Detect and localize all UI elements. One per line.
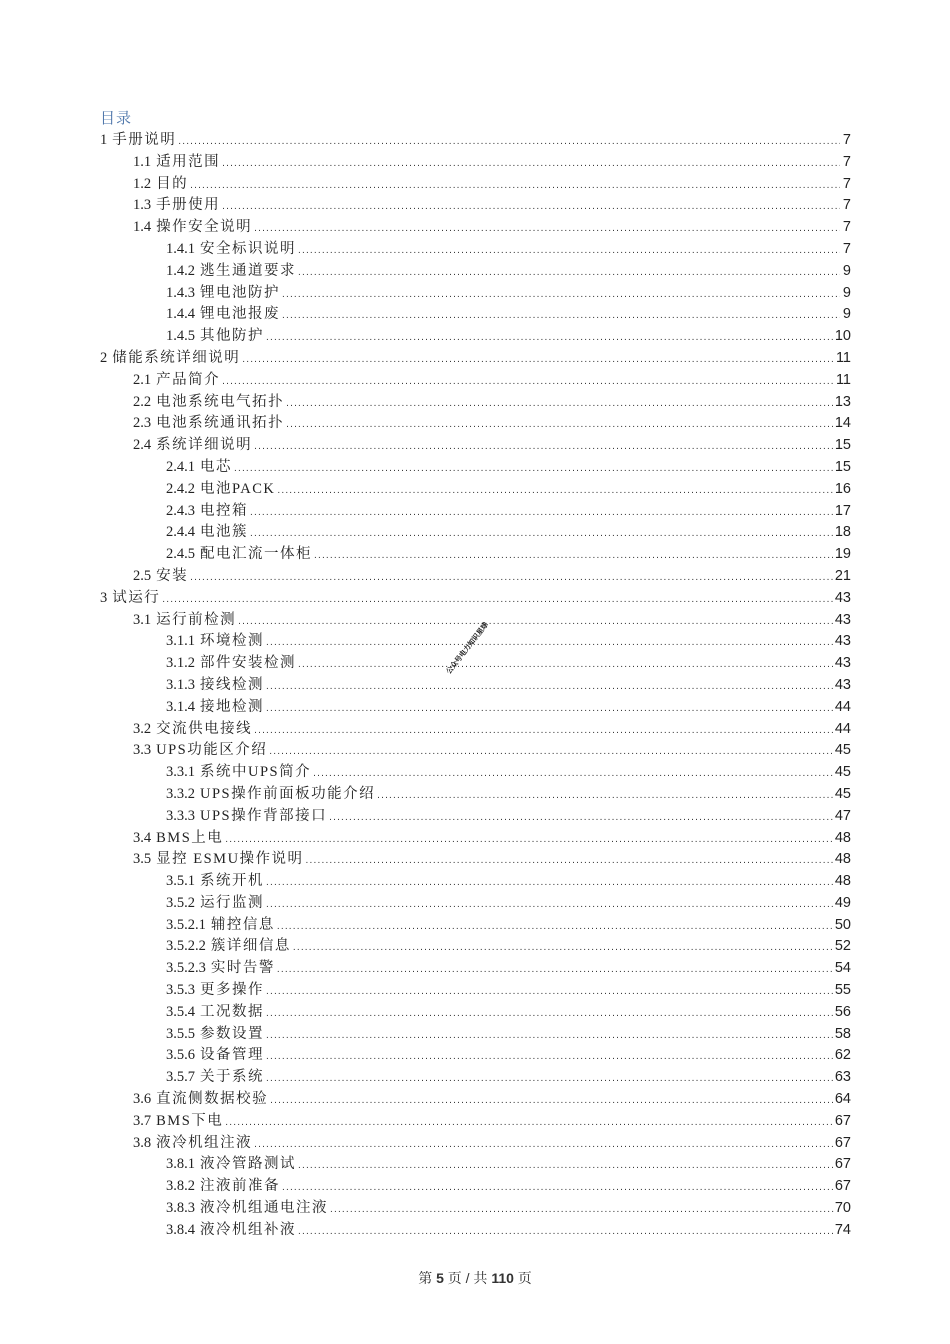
toc-entry[interactable] — [100, 304, 851, 326]
toc-entry-label: 手册使用 — [156, 197, 221, 214]
toc-entry-label: 逃生通道要求 — [200, 262, 296, 279]
dot-leader — [266, 698, 834, 720]
toc-entry-label: 运行监测 — [200, 894, 264, 911]
dot-leader — [266, 327, 834, 349]
toc-entry-label: UPS操作前面板功能介绍 — [200, 785, 376, 802]
toc-entry-label: 关于系统 — [200, 1069, 264, 1086]
toc-entry-page: 56 — [834, 1003, 851, 1020]
toc-entry-label: 试运行 — [112, 589, 161, 606]
toc-entry-page: 74 — [834, 1221, 851, 1238]
toc-entry-label: 显控 ESMU操作说明 — [156, 851, 304, 868]
toc-entry-number: 3.1.1 — [166, 633, 195, 650]
dot-leader — [190, 175, 840, 197]
toc-entry-page: 67 — [834, 1156, 851, 1173]
dot-leader — [250, 523, 834, 545]
toc-entry[interactable] — [100, 261, 851, 283]
dot-leader — [266, 676, 834, 698]
dot-leader — [377, 785, 834, 807]
toc-entry[interactable] — [100, 522, 851, 544]
toc-entry-label: BMS上电 — [156, 829, 224, 846]
toc-entry[interactable] — [100, 217, 851, 239]
toc-entry-label: 辅控信息 — [210, 916, 275, 933]
toc-entry-number: 3.5.4 — [166, 1003, 195, 1020]
toc-entry-page: 9 — [842, 306, 851, 323]
toc-entry-label: 电池系统通讯拓扑 — [156, 415, 285, 432]
toc-entry-number: 2.4 — [133, 437, 152, 454]
toc-entry[interactable] — [100, 784, 851, 806]
toc-entry-label: 安全标识说明 — [200, 240, 296, 257]
toc-entry-page: 10 — [834, 328, 851, 345]
toc-entry-number: 3.6 — [133, 1091, 152, 1108]
toc-entry-label: 锂电池防护 — [200, 284, 280, 301]
toc-entry-number: 3.3.3 — [166, 807, 195, 824]
toc-entry-page: 63 — [834, 1069, 851, 1086]
dot-leader — [266, 872, 834, 894]
dot-leader — [277, 480, 834, 502]
dot-leader — [277, 959, 834, 981]
dot-leader — [162, 589, 834, 611]
dot-leader — [329, 807, 834, 829]
toc-entry-number: 3.5.7 — [166, 1069, 195, 1086]
dot-leader — [222, 196, 840, 218]
toc-entry-page: 55 — [834, 982, 851, 999]
toc-entry-label: 系统详细说明 — [156, 437, 253, 454]
toc-entry-page: 16 — [834, 480, 851, 497]
toc-entry-page: 54 — [834, 960, 851, 977]
dot-leader — [277, 916, 834, 938]
toc-entry[interactable] — [100, 1220, 851, 1242]
toc-entry-number: 2.4.1 — [166, 458, 195, 475]
toc-entry[interactable] — [100, 348, 851, 370]
toc-entry[interactable] — [100, 675, 851, 697]
table-of-contents — [100, 130, 851, 1242]
toc-entry-page: 50 — [834, 916, 851, 933]
dot-leader — [222, 153, 840, 175]
toc-entry-number: 3.5.5 — [166, 1025, 195, 1042]
dot-leader — [298, 654, 834, 676]
toc-entry-label: 系统中UPS简介 — [200, 764, 312, 781]
dot-leader — [190, 567, 834, 589]
dot-leader — [254, 436, 834, 458]
toc-entry-page: 17 — [834, 502, 851, 519]
toc-entry-label: UPS功能区介绍 — [156, 742, 268, 759]
toc-entry[interactable] — [100, 1024, 851, 1046]
toc-entry-page: 7 — [842, 197, 851, 214]
toc-entry[interactable] — [100, 1089, 851, 1111]
toc-entry-number: 3.5.2.2 — [166, 938, 206, 955]
watermark: 公众号电力知识星球 — [444, 620, 490, 676]
dot-leader — [266, 1068, 834, 1090]
toc-entry[interactable] — [100, 174, 851, 196]
toc-entry[interactable] — [100, 392, 851, 414]
toc-entry-number: 3.5.2 — [166, 894, 195, 911]
toc-entry-label: 实时告警 — [210, 960, 275, 977]
toc-entry-page: 47 — [834, 807, 851, 824]
dot-leader — [269, 741, 834, 763]
toc-entry[interactable] — [100, 1045, 851, 1067]
toc-entry-number: 2.3 — [133, 415, 152, 432]
toc-entry-label: 运行前检测 — [156, 611, 237, 628]
toc-entry-page: 7 — [842, 240, 851, 257]
dot-leader — [330, 1199, 834, 1221]
toc-entry[interactable] — [100, 413, 851, 435]
toc-entry-page: 11 — [835, 371, 851, 388]
toc-entry-number: 2.4.2 — [166, 480, 195, 497]
toc-entry-page: 62 — [834, 1047, 851, 1064]
toc-entry-label: 工况数据 — [200, 1003, 264, 1020]
toc-entry[interactable] — [100, 828, 851, 850]
dot-leader — [266, 981, 834, 1003]
toc-entry-label: 适用范围 — [156, 153, 221, 170]
toc-entry-number: 2.2 — [133, 393, 152, 410]
toc-entry-label: 液冷机组注液 — [156, 1134, 253, 1151]
dot-leader — [225, 1112, 834, 1134]
toc-entry-number: 1.4.4 — [166, 306, 195, 323]
toc-entry-label: 电池PACK — [200, 480, 276, 497]
toc-entry-label: 操作安全说明 — [156, 219, 253, 236]
dot-leader — [250, 502, 834, 524]
toc-entry[interactable] — [100, 544, 851, 566]
toc-entry-page: 14 — [834, 415, 851, 432]
toc-entry-number: 1.1 — [133, 153, 152, 170]
toc-entry-number: 3.3 — [133, 742, 152, 759]
toc-entry-label: 液冷管路测试 — [200, 1156, 296, 1173]
toc-entry-number: 3.8.2 — [166, 1178, 195, 1195]
toc-entry[interactable] — [100, 653, 851, 675]
toc-entry-page: 9 — [842, 284, 851, 301]
toc-entry-label: UPS操作背部接口 — [200, 807, 328, 824]
toc-entry-page: 7 — [842, 153, 851, 170]
toc-entry-number: 3.1.4 — [166, 698, 195, 715]
dot-leader — [298, 262, 840, 284]
toc-entry-number: 2.1 — [133, 371, 152, 388]
toc-entry-number: 2.4.5 — [166, 546, 195, 563]
toc-entry-label: 配电汇流一体柜 — [200, 546, 312, 563]
toc-entry[interactable] — [100, 152, 851, 174]
toc-entry[interactable] — [100, 871, 851, 893]
toc-entry-number: 3.8.3 — [166, 1200, 195, 1217]
dot-leader — [266, 1025, 834, 1047]
toc-entry[interactable] — [100, 566, 851, 588]
toc-entry-label: 交流供电接线 — [156, 720, 253, 737]
toc-entry-number: 3.3.1 — [166, 764, 195, 781]
toc-entry-label: 液冷机组通电注液 — [200, 1200, 328, 1217]
toc-entry-page: 7 — [842, 175, 851, 192]
toc-entry[interactable] — [100, 806, 851, 828]
toc-entry-number: 1.2 — [133, 175, 152, 192]
toc-entry[interactable] — [100, 719, 851, 741]
toc-entry-label: 储能系统详细说明 — [112, 349, 241, 366]
toc-entry[interactable] — [100, 1133, 851, 1155]
toc-entry-label: 接线检测 — [200, 676, 264, 693]
toc-entry-label: 电控箱 — [200, 502, 248, 519]
toc-entry[interactable] — [100, 1198, 851, 1220]
toc-entry-number: 1.4.5 — [166, 328, 195, 345]
toc-entry-page: 45 — [834, 764, 851, 781]
toc-entry[interactable] — [100, 588, 851, 610]
toc-entry-number: 1 — [100, 132, 108, 148]
dot-leader — [234, 458, 834, 480]
toc-entry-page: 43 — [834, 676, 851, 693]
dot-leader — [286, 393, 834, 415]
toc-entry-number: 3.8 — [133, 1134, 152, 1151]
toc-entry-number: 3.5.1 — [166, 873, 195, 890]
toc-entry[interactable] — [100, 1154, 851, 1176]
toc-entry-number: 3.8.1 — [166, 1156, 195, 1173]
toc-entry-number: 3.2 — [133, 720, 152, 737]
toc-title: 目录 — [100, 111, 133, 127]
toc-entry-page: 21 — [834, 567, 851, 584]
toc-entry-number: 3.1.2 — [166, 655, 195, 672]
toc-entry-number: 3 — [100, 589, 108, 606]
toc-entry-page: 67 — [834, 1134, 851, 1151]
toc-entry[interactable] — [100, 457, 851, 479]
dot-leader — [286, 414, 834, 436]
toc-entry-page: 67 — [834, 1112, 851, 1129]
toc-entry-page: 58 — [834, 1025, 851, 1042]
toc-entry-label: 锂电池报废 — [200, 306, 280, 323]
toc-entry-label: 电池簇 — [200, 524, 248, 541]
toc-entry-label: 部件安装检测 — [200, 655, 296, 672]
dot-leader — [293, 937, 834, 959]
dot-leader — [282, 1177, 834, 1199]
toc-entry-label: 设备管理 — [200, 1047, 264, 1064]
toc-entry-number: 3.5.2.1 — [166, 916, 206, 933]
toc-entry[interactable] — [100, 893, 851, 915]
toc-entry-page: 15 — [834, 437, 851, 454]
toc-entry-number: 1.3 — [133, 197, 152, 214]
footer-middle: 页 / 共 — [443, 1270, 492, 1286]
dot-leader — [266, 894, 834, 916]
toc-entry-label: 簇详细信息 — [210, 938, 291, 955]
dot-leader — [254, 720, 834, 742]
dot-leader — [242, 349, 835, 371]
current-page-number: 5 — [436, 1270, 444, 1286]
toc-entry-page: 45 — [834, 742, 851, 759]
toc-entry-number: 2.4.3 — [166, 502, 195, 519]
dot-leader — [270, 1090, 834, 1112]
toc-entry-page: 48 — [834, 851, 851, 868]
toc-entry-label: 更多操作 — [200, 982, 264, 999]
toc-entry-page: 64 — [834, 1091, 851, 1108]
toc-entry[interactable] — [100, 915, 851, 937]
toc-entry-number: 1.4.2 — [166, 262, 195, 279]
toc-entry-number: 3.8.4 — [166, 1221, 195, 1238]
dot-leader — [222, 371, 835, 393]
toc-entry-page: 67 — [834, 1178, 851, 1195]
toc-entry-label: 参数设置 — [200, 1025, 264, 1042]
dot-leader — [266, 1046, 834, 1068]
toc-entry-number: 2.5 — [133, 567, 152, 584]
toc-entry-page: 45 — [834, 785, 851, 802]
toc-entry-number: 1.4.3 — [166, 284, 195, 301]
toc-entry-label: 其他防护 — [200, 328, 264, 345]
dot-leader — [266, 1003, 834, 1025]
toc-entry-page: 9 — [842, 262, 851, 279]
toc-entry-page: 44 — [834, 698, 851, 715]
toc-entry-number: 3.3.2 — [166, 785, 195, 802]
toc-entry-number: 3.7 — [133, 1112, 152, 1129]
toc-entry-label: 直流侧数据校验 — [156, 1091, 269, 1108]
toc-entry[interactable] — [100, 479, 851, 501]
toc-entry-page: 18 — [834, 524, 851, 541]
toc-entry[interactable] — [100, 980, 851, 1002]
toc-entry-page: 19 — [834, 546, 851, 563]
toc-entry[interactable] — [100, 370, 851, 392]
toc-entry-label: 目的 — [156, 175, 189, 192]
toc-entry-number: 2 — [100, 349, 108, 366]
dot-leader — [266, 632, 834, 654]
toc-entry-label: 安装 — [156, 567, 189, 584]
toc-entry[interactable] — [100, 697, 851, 719]
dot-leader — [238, 611, 834, 633]
toc-entry[interactable] — [100, 740, 851, 762]
toc-entry-page: 11 — [835, 349, 851, 366]
toc-entry[interactable] — [100, 130, 851, 152]
toc-entry-page: 49 — [834, 894, 851, 911]
toc-entry-page: 52 — [834, 938, 851, 955]
toc-entry-page: 15 — [834, 458, 851, 475]
toc-entry-number: 3.5.3 — [166, 982, 195, 999]
toc-entry-page: 70 — [834, 1200, 851, 1217]
toc-entry-number: 3.5 — [133, 851, 152, 868]
toc-entry-page: 44 — [834, 720, 851, 737]
toc-entry-page: 7 — [842, 132, 851, 148]
toc-entry-page: 13 — [834, 393, 851, 410]
toc-entry-label: 液冷机组补液 — [200, 1221, 296, 1238]
toc-entry-number: 3.5.6 — [166, 1047, 195, 1064]
total-pages: 110 — [491, 1270, 514, 1286]
toc-entry[interactable] — [100, 762, 851, 784]
dot-leader — [282, 284, 840, 306]
toc-entry-label: 环境检测 — [200, 633, 264, 650]
dot-leader — [298, 240, 840, 262]
toc-entry-page: 7 — [842, 219, 851, 236]
toc-entry[interactable] — [100, 1111, 851, 1133]
toc-entry[interactable] — [100, 1002, 851, 1024]
toc-entry-label: 注液前准备 — [200, 1178, 280, 1195]
toc-entry-page: 43 — [834, 589, 851, 606]
toc-entry[interactable] — [100, 435, 851, 457]
toc-entry[interactable] — [100, 849, 851, 871]
toc-entry[interactable] — [100, 1176, 851, 1198]
toc-entry[interactable] — [100, 239, 851, 261]
dot-leader — [313, 763, 834, 785]
toc-entry-number: 1.4.1 — [166, 240, 195, 257]
toc-entry-number: 3.5.2.3 — [166, 960, 206, 977]
dot-leader — [306, 850, 834, 872]
dot-leader — [298, 1155, 834, 1177]
toc-entry-label: 电池系统电气拓扑 — [156, 393, 285, 410]
dot-leader — [225, 829, 834, 851]
toc-entry-page: 48 — [834, 829, 851, 846]
toc-entry-number: 1.4 — [133, 219, 152, 236]
toc-entry-label: 电芯 — [200, 458, 232, 475]
toc-entry-page: 43 — [834, 611, 851, 628]
dot-leader — [298, 1221, 834, 1243]
toc-entry[interactable] — [100, 195, 851, 217]
toc-entry-label: 系统开机 — [200, 873, 264, 890]
toc-entry[interactable] — [100, 958, 851, 980]
dot-leader — [314, 545, 834, 567]
toc-entry-label: 产品简介 — [156, 371, 221, 388]
dot-leader — [254, 218, 840, 240]
toc-entry-label: 手册说明 — [112, 132, 177, 148]
toc-entry-page: 43 — [834, 655, 851, 672]
toc-entry-page: 48 — [834, 873, 851, 890]
footer-prefix: 第 — [418, 1270, 437, 1286]
toc-entry-number: 2.4.4 — [166, 524, 195, 541]
toc-entry[interactable] — [100, 936, 851, 958]
toc-entry-label: 接地检测 — [200, 698, 264, 715]
toc-entry-number: 3.1 — [133, 611, 152, 628]
toc-entry[interactable] — [100, 326, 851, 348]
toc-entry-page: 43 — [834, 633, 851, 650]
dot-leader — [178, 131, 840, 153]
dot-leader — [282, 305, 840, 327]
toc-entry[interactable] — [100, 1067, 851, 1089]
toc-entry[interactable] — [100, 501, 851, 523]
toc-entry-label: BMS下电 — [156, 1112, 224, 1129]
page-footer — [0, 1268, 950, 1288]
footer-suffix: 页 — [513, 1270, 532, 1286]
toc-entry-number: 3.4 — [133, 829, 152, 846]
toc-entry[interactable] — [100, 283, 851, 305]
toc-entry-number: 3.1.3 — [166, 676, 195, 693]
dot-leader — [254, 1134, 834, 1156]
